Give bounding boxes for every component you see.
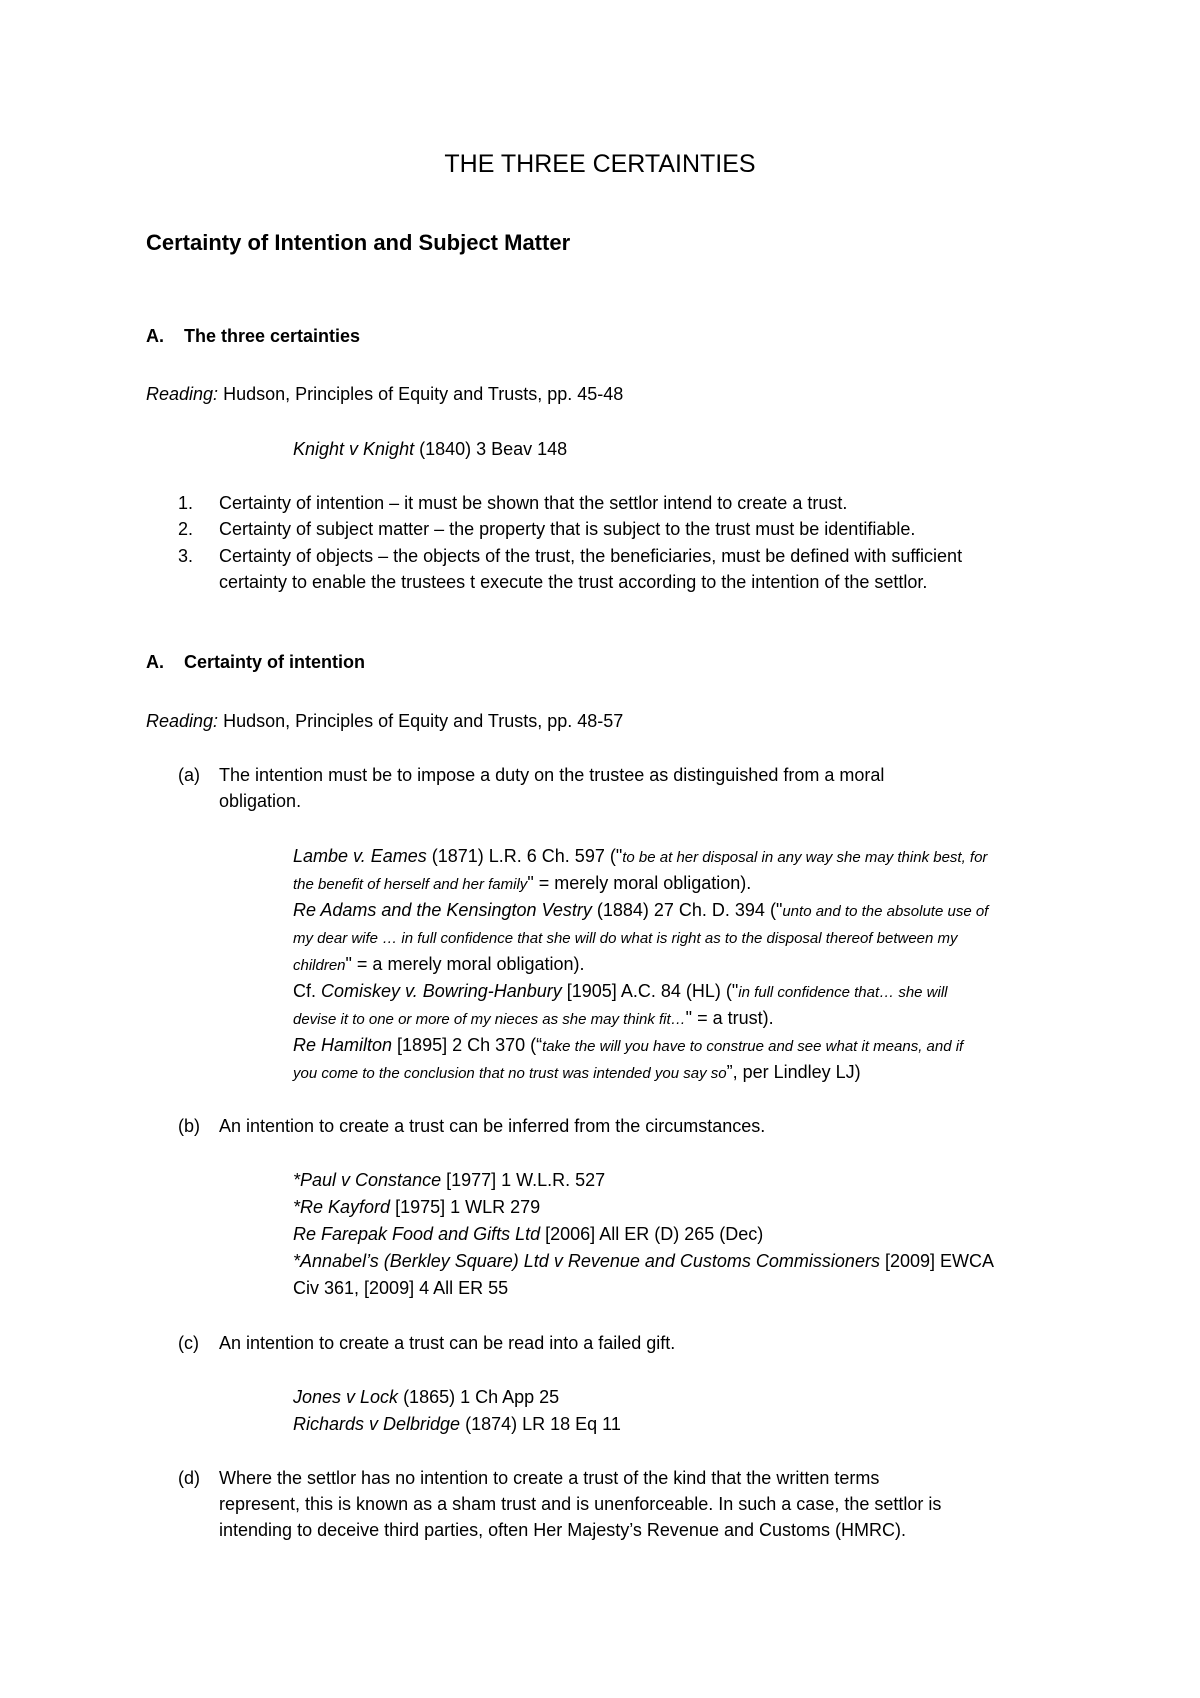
case-cite: (1840) 3 Beav 148 (414, 439, 568, 459)
sub-item-marker: (a) (178, 765, 200, 785)
reading-label: Reading: (146, 384, 219, 404)
case-name: Knight v Knight (293, 439, 415, 459)
case-cite: [2006] All ER (D) 265 (Dec) (540, 1224, 764, 1244)
case-cite: [1975] 1 WLR 279 (390, 1197, 541, 1217)
case-line (293, 1411, 621, 1438)
case-line (293, 843, 987, 871)
case-line (293, 1167, 605, 1194)
list-item-marker: 2. (178, 519, 194, 539)
sub-item-marker: (b) (178, 1116, 200, 1136)
sub-item-b (178, 1113, 765, 1139)
case-quote: in full confidence that… she will (738, 984, 948, 1001)
case-line (293, 1194, 540, 1221)
case-quote: to be at her disposal in any way she may think best, for (622, 849, 988, 866)
case-quote: devise it to one or more of my nieces as she may think fit… (293, 1011, 686, 1028)
section-a-title: The three certainties (184, 326, 361, 346)
document-title: THE THREE CERTAINTIES (444, 150, 756, 178)
cf-label: Cf. (293, 981, 322, 1001)
case-line (293, 951, 585, 979)
case-quote: unto and to the absolute use of (782, 903, 989, 920)
case-quote: the benefit of herself and her family (293, 876, 528, 893)
list-item (178, 543, 962, 569)
sub-item-d (178, 1465, 879, 1491)
case-name: *Paul v Constance (293, 1170, 442, 1190)
case-name: Lambe v. Eames (293, 846, 427, 866)
case-line (293, 897, 988, 925)
case-quote: my dear wife … in full confidence that she will do what is right as to the disposal thereof between my (293, 930, 958, 947)
section-b-marker: A. (146, 652, 164, 672)
section-b-heading (146, 652, 365, 673)
section-b-reading (146, 708, 623, 734)
case-cite: [1977] 1 W.L.R. 527 (441, 1170, 606, 1190)
sub-item-c (178, 1330, 675, 1356)
case-quote: you come to the conclusion that no trust was intended you say so (293, 1065, 727, 1082)
sub-item-d-continuation: intending to deceive third parties, often Her Majesty’s Revenue and Customs (HMRC). (219, 1520, 906, 1540)
reading-text: Hudson, Principles of Equity and Trusts, pp. 48-57 (218, 711, 624, 731)
case-cite: (1874) LR 18 Eq 11 (460, 1414, 621, 1434)
case-name: Re Hamilton (293, 1035, 393, 1055)
sub-item-text: The intention must be to impose a duty on the trustee as distinguished from a moral (219, 765, 885, 785)
case-line (293, 1005, 774, 1033)
case-quote: children (293, 957, 346, 974)
case-tail: " = a trust). (685, 1008, 774, 1028)
list-item-marker: 3. (178, 546, 194, 566)
case-name: *Re Kayford (293, 1197, 391, 1217)
case-cite: [1905] A.C. 84 (HL) (" (561, 981, 739, 1001)
case-line (293, 870, 751, 898)
list-item-continuation: certainty to enable the trustees t execute the trust according to the intention of the settlor. (219, 572, 928, 592)
case-name: Re Adams and the Kensington Vestry (293, 900, 592, 920)
case-quote: take the will you have to construe and see what it means, and if (542, 1038, 964, 1055)
case-line (293, 1059, 861, 1087)
case-tail: " = merely moral obligation). (527, 873, 752, 893)
sub-item-marker: (d) (178, 1468, 200, 1488)
section-a-marker: A. (146, 326, 164, 346)
case-name: Comiskey v. Bowring-Hanbury (321, 981, 562, 1001)
sub-item-a (178, 762, 884, 788)
section-a-case (293, 436, 567, 462)
sub-item-text: Where the settlor has no intention to create a trust of the kind that the written terms (219, 1468, 880, 1488)
section-a-heading (146, 326, 360, 347)
case-cite: (1865) 1 Ch App 25 (398, 1387, 560, 1407)
main-heading: Certainty of Intention and Subject Matter (146, 230, 571, 255)
case-name: Re Farepak Food and Gifts Ltd (293, 1224, 541, 1244)
sub-item-a-continuation: obligation. (219, 791, 302, 811)
case-line (293, 924, 958, 952)
case-name: *Annabel’s (Berkley Square) Ltd v Revenue and Customs Commissioners (293, 1251, 880, 1271)
sub-item-text: An intention to create a trust can be inferred from the circumstances. (219, 1116, 766, 1136)
case-cite: (1871) L.R. 6 Ch. 597 (" (426, 846, 623, 866)
case-line (293, 1384, 559, 1411)
case-cite: [1895] 2 Ch 370 (“ (392, 1035, 543, 1055)
section-b-title: Certainty of intention (184, 652, 365, 672)
case-line (293, 1248, 994, 1275)
sub-item-text: An intention to create a trust can be read into a failed gift. (219, 1333, 676, 1353)
case-cite: [2009] EWCA (879, 1251, 994, 1271)
case-line (293, 1032, 963, 1060)
case-line: Civ 361, [2009] 4 All ER 55 (293, 1278, 509, 1298)
list-item-text: Certainty of intention – it must be shown that the settlor intend to create a trust. (219, 493, 848, 513)
list-item-marker: 1. (178, 493, 194, 513)
case-name: Jones v Lock (293, 1387, 399, 1407)
list-item (178, 516, 915, 542)
case-tail: " = a merely moral obligation). (345, 954, 585, 974)
section-a-reading (146, 381, 623, 407)
case-tail: ”, per Lindley LJ) (726, 1062, 861, 1082)
case-line (293, 1221, 763, 1248)
case-line (293, 978, 948, 1006)
case-cite: (1884) 27 Ch. D. 394 (" (591, 900, 783, 920)
list-item-text: Certainty of objects – the objects of the trust, the beneficiaries, must be defined with sufficient (219, 546, 963, 566)
list-item-text: Certainty of subject matter – the property that is subject to the trust must be identifiable. (219, 519, 916, 539)
case-name: Richards v Delbridge (293, 1414, 461, 1434)
reading-text: Hudson, Principles of Equity and Trusts, pp. 45-48 (218, 384, 624, 404)
sub-item-d-continuation: represent, this is known as a sham trust and is unenforceable. In such a case, the settlor is (219, 1494, 942, 1514)
reading-label: Reading: (146, 711, 219, 731)
list-item (178, 490, 847, 516)
sub-item-marker: (c) (178, 1333, 199, 1353)
